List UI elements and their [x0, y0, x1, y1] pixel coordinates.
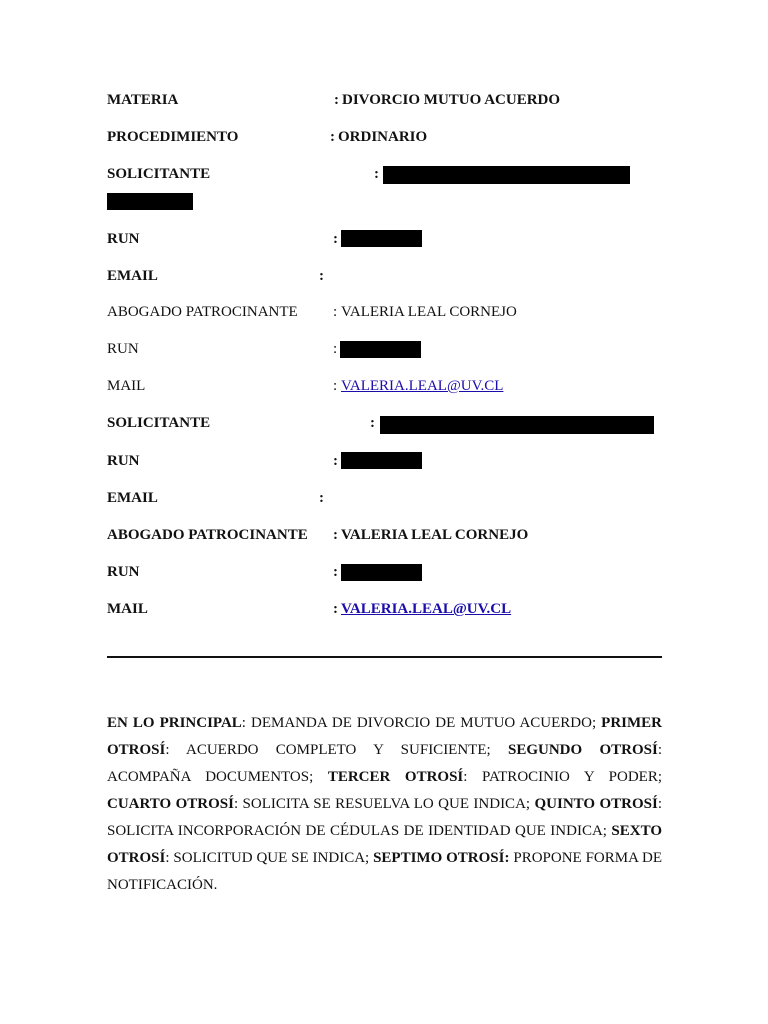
solicitante-2-label: SOLICITANTE: [107, 415, 211, 431]
quinto-otrosi-text: : SOLICITA INCORPORACIÓN DE CÉDULAS DE IDENTIDAD QUE INDICA;: [107, 796, 662, 839]
run-2-colon: :: [333, 341, 338, 357]
procedimiento-colon: :: [330, 129, 335, 145]
redacted-run-block: [341, 452, 422, 469]
materia-value: DIVORCIO MUTUO ACUERDO: [342, 92, 561, 108]
solicitante-1-colon: :: [374, 166, 379, 182]
sexto-otrosi-heading: SEXTO OTROSÍ: [107, 823, 662, 866]
solicitante-2-colon: :: [370, 415, 375, 431]
redacted-name-block: [383, 166, 630, 184]
abogado-1-value: VALERIA LEAL CORNEJO: [341, 304, 517, 320]
field-mail-2: [107, 599, 667, 619]
redacted-run-block: [341, 564, 422, 581]
divider-line: [107, 656, 662, 658]
quinto-otrosi-heading: QUINTO OTROSÍ: [534, 796, 658, 812]
segundo-otrosi-text: : ACOMPAÑA DOCUMENTOS;: [107, 742, 662, 785]
run-4-colon: :: [333, 564, 338, 580]
abogado-2-value: VALERIA LEAL CORNEJO: [341, 527, 529, 543]
mail-1-colon: :: [333, 378, 338, 394]
redacted-run-block: [340, 341, 421, 358]
run-1-colon: :: [333, 231, 338, 247]
email-2-colon: :: [319, 490, 324, 506]
septimo-otrosi-text: PROPONE FORMA DE NOTIFICACIÓN.: [107, 850, 662, 893]
tercer-otrosi-text: : PATROCINIO Y PODER;: [463, 769, 662, 785]
materia-label: MATERIA: [107, 92, 179, 108]
field-email-2: [107, 488, 667, 508]
redacted-name-block: [380, 416, 654, 434]
field-abogado-2: [107, 525, 667, 545]
run-4-label: RUN: [107, 564, 140, 580]
mail-1-link[interactable]: VALERIA.LEAL@UV.CL: [341, 378, 504, 394]
mail-2-colon: :: [333, 601, 338, 617]
summary-paragraph: [107, 710, 662, 899]
field-abogado-1: [107, 302, 667, 322]
solicitante-1-label: SOLICITANTE: [107, 166, 211, 182]
field-materia: [107, 90, 667, 110]
email-2-label: EMAIL: [107, 490, 158, 506]
redacted-run-block: [341, 230, 422, 247]
principal-text: : DEMANDA DE DIVORCIO DE MUTUO ACUERDO;: [241, 715, 602, 731]
procedimiento-label: PROCEDIMIENTO: [107, 129, 239, 145]
septimo-otrosi-heading: SEPTIMO OTROSÍ:: [373, 850, 510, 866]
segundo-otrosi-heading: SEGUNDO OTROSÍ: [507, 742, 658, 758]
mail-2-link[interactable]: VALERIA.LEAL@UV.CL: [341, 601, 512, 617]
primer-otrosi-text: : ACUERDO COMPLETO Y SUFICIENTE;: [165, 742, 508, 758]
abogado-1-label: ABOGADO PATROCINANTE: [107, 304, 298, 320]
abogado-2-colon: :: [333, 527, 338, 543]
procedimiento-value: ORDINARIO: [338, 129, 428, 145]
abogado-1-colon: :: [333, 304, 338, 320]
cuarto-otrosi-text: : SOLICITA SE RESUELVA LO QUE INDICA;: [233, 796, 535, 812]
redacted-name-block: [107, 193, 193, 210]
cuarto-otrosi-heading: CUARTO OTROSÍ: [107, 796, 234, 812]
run-3-label: RUN: [107, 453, 140, 469]
sexto-otrosi-text: : SOLICITUD QUE SE INDICA;: [165, 850, 374, 866]
tercer-otrosi-heading: TERCER OTROSÍ: [327, 769, 464, 785]
run-3-colon: :: [333, 453, 338, 469]
abogado-2-label: ABOGADO PATROCINANTE: [107, 527, 308, 543]
primer-otrosi-heading: PRIMER OTROSÍ: [107, 715, 662, 758]
mail-1-label: MAIL: [107, 378, 146, 394]
field-mail-1: [107, 376, 667, 396]
run-2-label: RUN: [107, 341, 139, 357]
email-1-colon: :: [319, 268, 324, 284]
email-1-label: EMAIL: [107, 268, 158, 284]
field-procedimiento: [107, 127, 667, 147]
materia-colon: :: [334, 92, 339, 108]
en-lo-principal-heading: EN LO PRINCIPAL: [107, 715, 242, 731]
field-email-1: [107, 266, 667, 286]
run-1-label: RUN: [107, 231, 140, 247]
mail-2-label: MAIL: [107, 601, 148, 617]
